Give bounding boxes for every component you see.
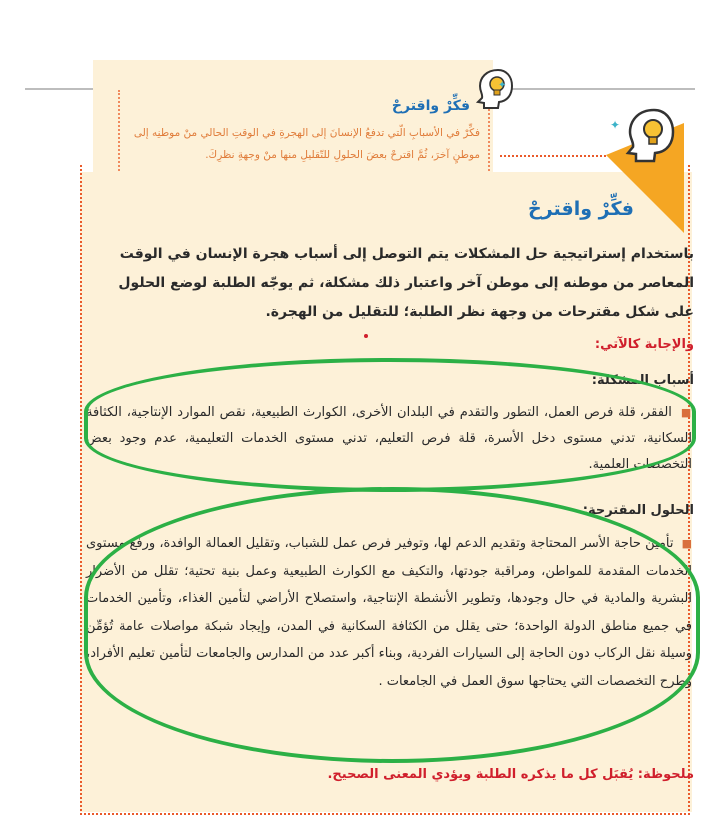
bullet-square-icon: ■ (681, 537, 692, 550)
causes-text (86, 400, 692, 478)
bullet-square-icon: ■ (680, 406, 692, 419)
lightbulb-head-icon (620, 105, 682, 167)
inset-title: فكِّرْ واقترحْ (391, 98, 470, 114)
inset-text: فكِّرْ في الأسبابِ الّتي تدفعُ الإنسانَ إلى الهجرةِ في الوقتِ الحالي منْ موطنِه إلى موطنٍ آخرَ، ثُمَّ اقترحْ بعضَ الحلولِ للتّقليلِ منها منْ وجهةِ نظرِكَ. (133, 127, 480, 161)
note-text: ملحوظة: يُقبَل كل ما يذكره الطلبة ويؤدي المعنى الصحيح. (327, 767, 694, 782)
lightbulb-head-icon (472, 66, 518, 112)
solutions-text-content: تأمين حاجة الأسر المحتاجة وتقديم الدعم لها، وتوفير فرص عمل للشباب، وتقليل العمالة الوافدة، ورفع مستوى الخدمات المقدمة للمواطن، ومراقبة جودتها، والتكيف مع الكوارث الطبيعية وعمل بنية تحتية؛ تقلل من الأضرار البشرية والمادية في حال وجودها، وتطوير الأنشطة الإنتاجية، واستصلاح الأراضي لتأمين الغذاء، وتأمين الخدمات في جميع مناطق الدولة الواحدة؛ حتى يقلل من الكثافة السكانية في المدن، وإيجاد شبكة مواصلات عامة تُؤمِّن وسيلة نقل الركاب دون الحاجة إلى السيارات الفردية، وبناء أكبر عدد من المدارس والجامعات لتأمين تعليم الأفراد، وطرح التخصصات التي يحتاجها سوق العمل في الجامعات . (86, 536, 692, 689)
sparkle-icon: ✦ (498, 80, 507, 91)
top-dotted-line (500, 155, 610, 157)
causes-title: أسباب المشكلة: (591, 373, 694, 388)
sparkle-icon: ✦ (610, 118, 621, 132)
solutions-text (86, 530, 692, 695)
solutions-title: الحلول المقترحة: (582, 503, 694, 518)
answer-label: والإجابة كالآتي: (594, 337, 694, 352)
red-dot-marker (364, 334, 368, 338)
card-title: فكِّرْ واقترحْ (528, 198, 634, 220)
causes-text-content: الفقر، قلة فرص العمل، التطور والتقدم في البلدان الأخرى، الكوارث الطبيعية، نقص الموارد الإنتاجية، الكثافة السكانية، تدني مستوى دخل الأسرة، قلة فرص التعليم، تدني مستوى الخدمات التعليمية، عدم وجود بعض التخصصات العلمية. (86, 405, 692, 472)
intro-paragraph: باستخدام إستراتيجية حل المشكلات يتم التوصل إلى أسباب هجرة الإنسان في الوقت المعاصر من موطنه إلى موطن آخر واعتبار ذلك مشكلة، ثم يوجّه الطلبة لوضع الحلول على شكل مقترحات من وجهة نظر الطلبة؛ للتقليل من الهجرة. (118, 246, 694, 320)
